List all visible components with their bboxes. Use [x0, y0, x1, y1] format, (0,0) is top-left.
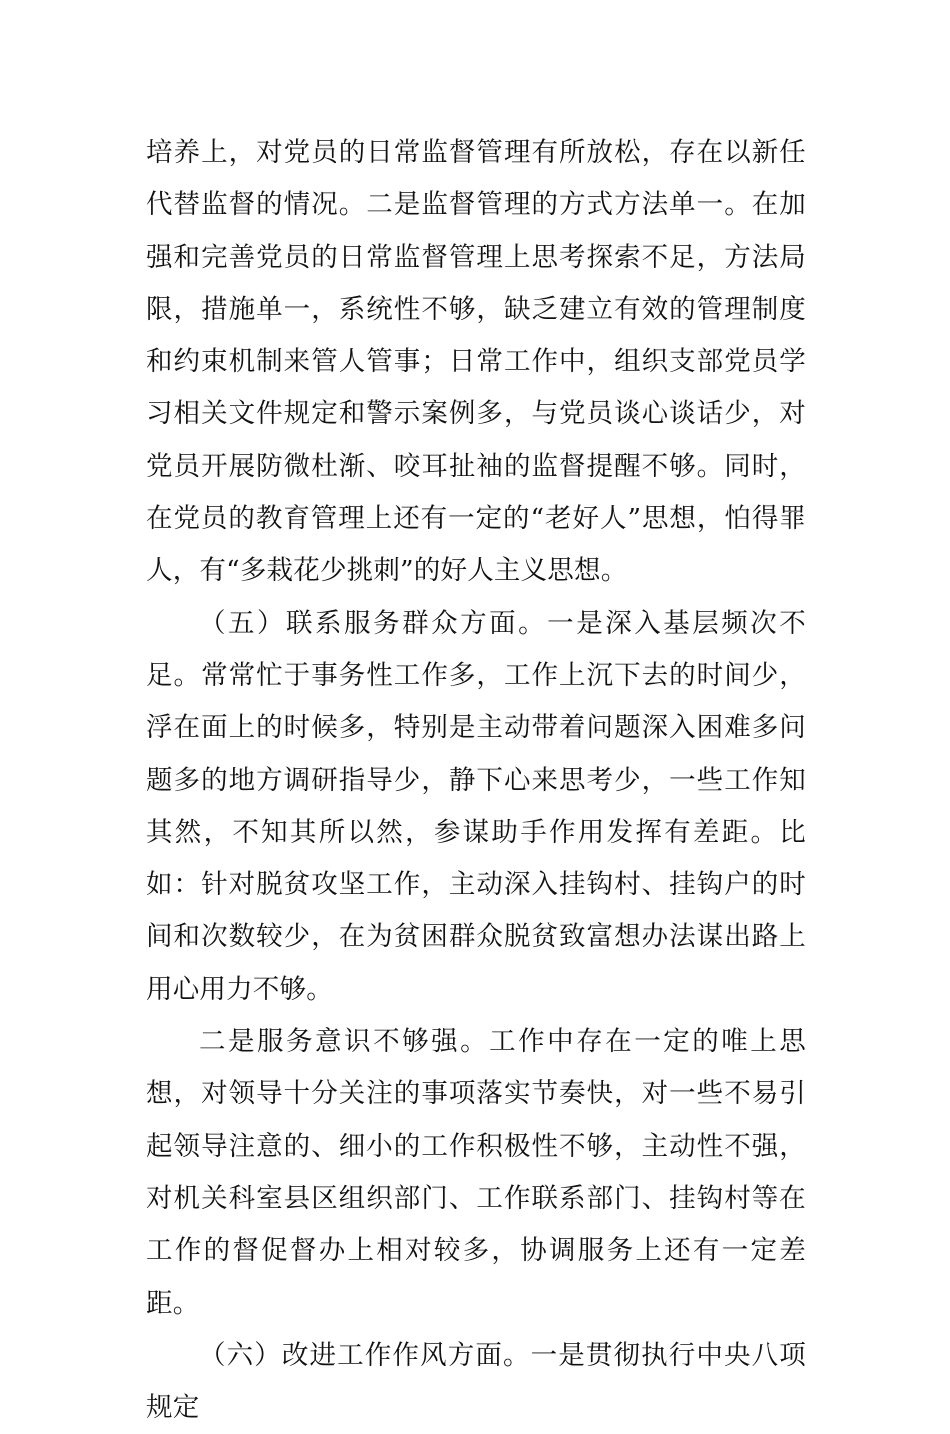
paragraph-section-five: （五）联系服务群众方面。一是深入基层频次不足。常常忙于事务性工作多，工作上沉下去的时间少，浮在面上的时候多，特别是主动带着问题深入困难多问题多的地方调研指导少，静下心来思考少，一些工作知其然，不知其所以然，参谋助手作用发挥有差距。比如：针对脱贫攻坚工作，主动深入挂钩村、挂钩户的时间和次数较少，在为贫困群众脱贫致富想办法谋出路上用心用力不够。 [146, 607, 806, 1005]
paragraph-section-six: （六）改进工作作风方面。一是贯彻执行中央八项规定 [146, 1339, 806, 1424]
document-body [146, 127, 806, 1434]
paragraph-continuation: 培养上，对党员的日常监督管理有所放松，存在以新任代替监督的情况。二是监督管理的方式方法单一。在加强和完善党员的日常监督管理上思考探索不足，方法局限，措施单一，系统性不够，缺乏建立有效的管理制度和约束机制来管人管事；日常工作中，组织支部党员学习相关文件规定和警示案例多，与党员谈心谈话少，对党员开展防微杜渐、咬耳扯袖的监督提醒不够。同时，在党员的教育管理上还有一定的“老好人”思想，怕得罪人，有“多栽花少挑刺”的好人主义思想。 [146, 137, 806, 587]
paragraph-service-awareness: 二是服务意识不够强。工作中存在一定的唯上思想，对领导十分关注的事项落实节奏快，对一些不易引起领导注意的、细小的工作积极性不够，主动性不强，对机关科室县区组织部门、工作联系部门、挂钩村等在工作的督促督办上相对较多，协调服务上还有一定差距。 [146, 1026, 806, 1319]
